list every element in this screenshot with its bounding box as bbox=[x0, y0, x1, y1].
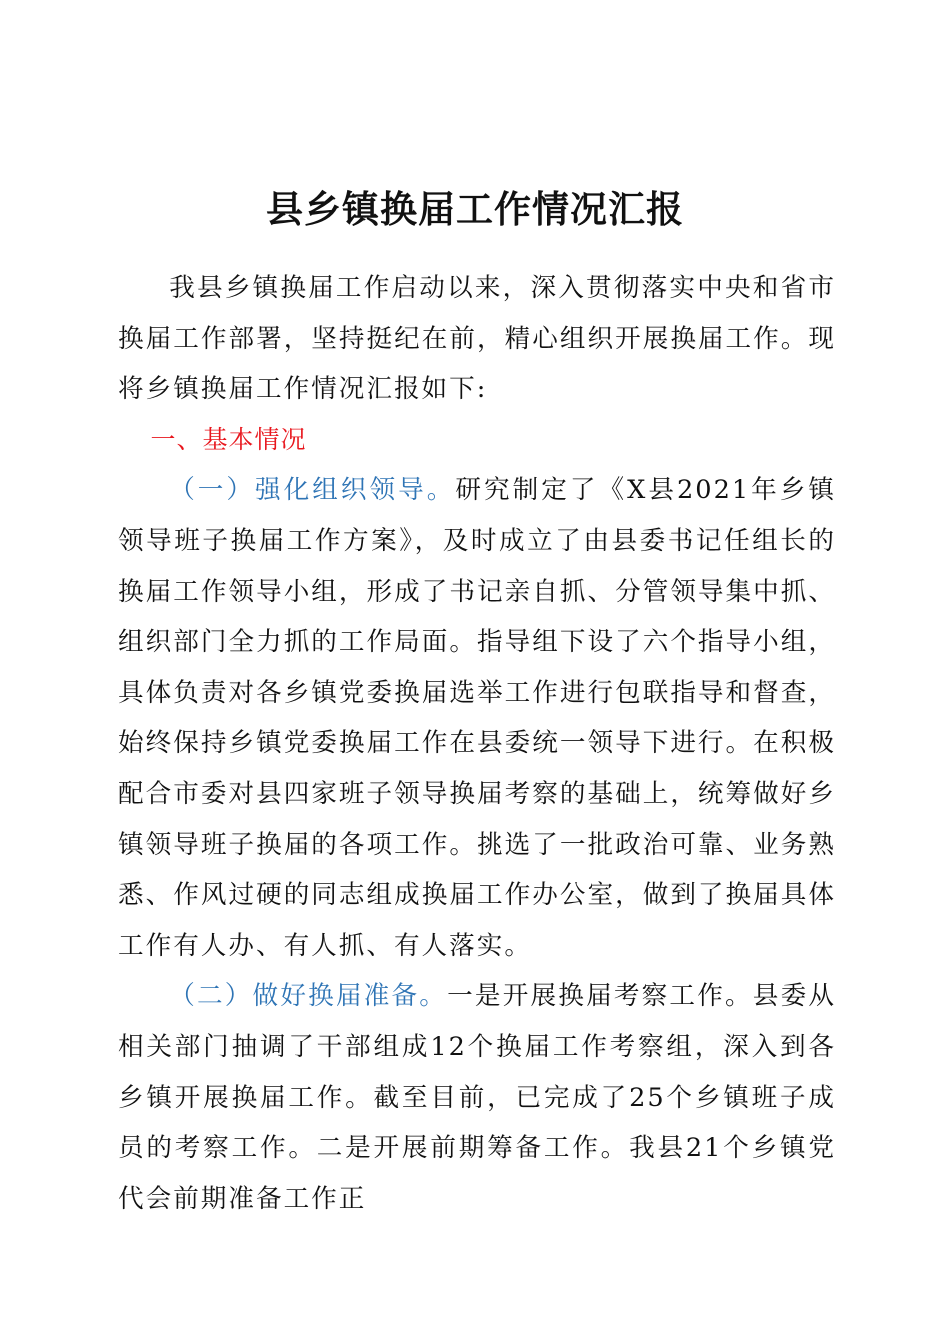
paragraph-item-1 bbox=[118, 465, 836, 971]
document-body bbox=[118, 263, 836, 1224]
subheading-prepare-election: （二）做好换届准备。 bbox=[169, 981, 448, 1012]
paragraph-item-2 bbox=[118, 971, 836, 1224]
paragraph-item-1-text: 研究制定了《X县2021年乡镇领导班子换届工作方案》，及时成立了由县委书记任组长的换届工作领导小组，形成了书记亲自抓、分管领导集中抓、组织部门全力抓的工作局面。指导组下设了六个指导小组，具体负责对各乡镇党委换届选举工作进行包联指导和督查，始终保持乡镇党委换届工作在县委统一领导下进行。在积极配合市委对县四家班子领导换届考察的基础上，统筹做好乡镇领导班子换届的各项工作。挑选了一批政治可靠、业务熟悉、作风过硬的同志组成换届工作办公室，做到了换届具体工作有人办、有人抓、有人落实。 bbox=[118, 475, 836, 961]
paragraph-item-2-text: 一是开展换届考察工作。县委从相关部门抽调了干部组成12个换届工作考察组，深入到各乡镇开展换届工作。截至目前，已完成了25个乡镇班子成员的考察工作。二是开展前期筹备工作。我县21个乡镇党代会前期准备工作正 bbox=[118, 981, 836, 1214]
section-heading-basic-situation: 一、基本情况 bbox=[150, 424, 307, 454]
subheading-strengthen-leadership: （一）强化组织领导。 bbox=[169, 475, 456, 506]
document-title: 县乡镇换届工作情况汇报 bbox=[266, 188, 684, 231]
intro-paragraph: 我县乡镇换届工作启动以来，深入贯彻落实中央和省市换届工作部署，坚持挺纪在前，精心组织开展换届工作。现将乡镇换届工作情况汇报如下: bbox=[118, 273, 836, 405]
